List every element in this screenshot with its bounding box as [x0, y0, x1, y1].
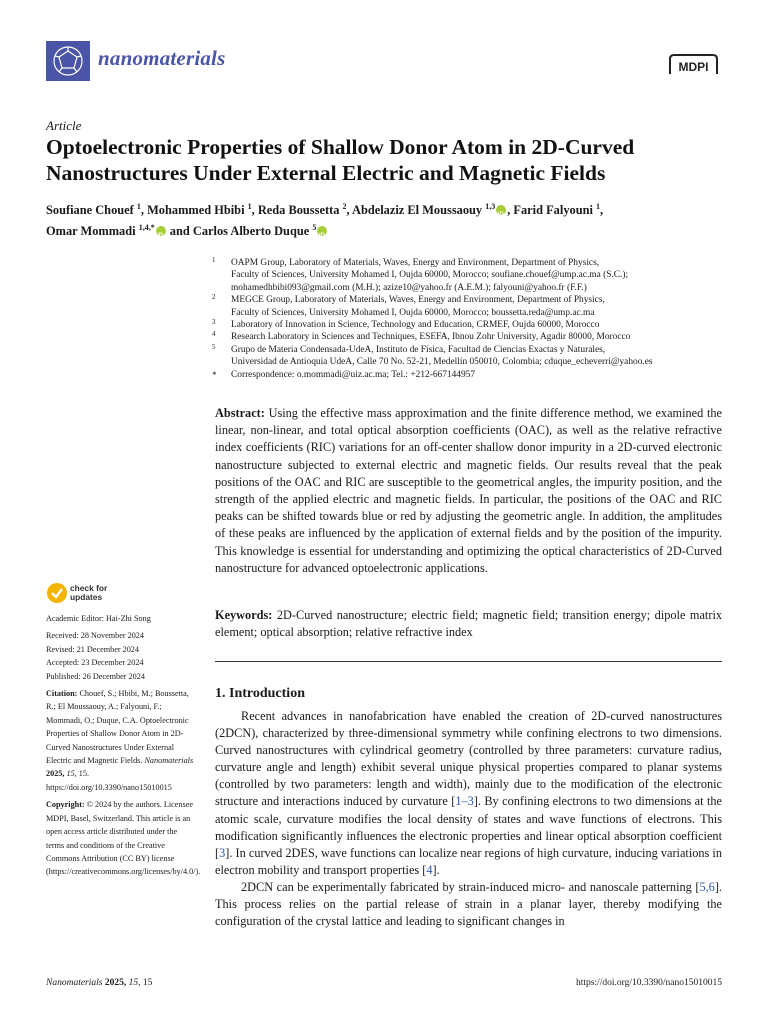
- received-date: Received: 28 November 2024: [46, 631, 144, 641]
- article-type: Article: [46, 118, 82, 133]
- check-for-updates-button[interactable]: [46, 582, 126, 604]
- affiliation-item: 1 OAPM Group, Laboratory of Materials, Waves, Energy and Environment, Department of Physics, Faculty of Sciences, University Mohamed I, Oujda 60000, Morocco; soufiane.chouef@ump.ac.ma (S.C.); mohamedhbibi093@gmail.com (M.H.); azize10@yahoo.fr (A.E.M.); falyouni@yahoo.fr (F.F.): [212, 256, 629, 293]
- author-list: Soufiane Chouef $^1$, Mohammed Hbibi $^1$, Reda Boussetta $^2$, Abdelaziz El Moussaouy $^{1,3}$iD , Farid Falyouni $^1$, Omar Mommadi $^{1,4,*}$iD and Carlos Alberto Duque $^5$iD: [46, 198, 736, 240]
- author-name[interactable]: Abdelaziz El Moussaouy $^{1,3}$iD: [352, 203, 507, 217]
- journal-logo-icon: [46, 41, 90, 81]
- intro-paragraph: Recent advances in nanofabrication have enabled the creation of 2D-curved nanostructures (2DCN), characterized by three-dimensional symmetry while confining electrons to two dimensions. Curved nanostructures with cylindrical geometry (controlled by three parameters: curvature radius, curvature angle and length) exhibit several unique physical properties compared to planar systems (controlled by two parameters: length and width), mainly due to the modification of the electronic structure and interactions induced by curvature [1–3]. By confining electrons to two dimensions at the atomic scale, curvature modifies the local density of states and wave functions of electrons. This modification significantly influences the electronic properties and linear optical absorption coefficient [3]. In curved 2DES, wave functions can localize near regions of high curvature, inducing variations in electron mobility and transport properties [4].: [215, 709, 722, 877]
- copyright: Copyright: © 2024 by the authors. Licensee MDPI, Basel, Switzerland. This article is an open access article distributed under the terms and conditions of the Creative Commons Attribution (CC BY) license (https://creativecommons.org/licenses/by/4.0/).: [46, 800, 201, 877]
- reference-link[interactable]: 5,6: [699, 879, 715, 894]
- author-name[interactable]: Farid Falyouni $^1$: [513, 202, 601, 218]
- intro-paragraph: 2DCN can be experimentally fabricated by strain-induced micro- and nanoscale patterning [5,6]. This process relies on the partial release of strain in a planar layer, thereby modifying the configuration of the crystal lattice and leading to significant changes in: [215, 879, 722, 929]
- section-heading-introduction: 1. Introduction: [215, 686, 305, 701]
- author-name[interactable]: Mohammed Hbibi $^1$: [147, 202, 252, 218]
- abstract-label: Abstract:: [215, 406, 265, 420]
- affiliation-item: 2 MEGCE Group, Laboratory of Materials, Waves, Energy and Environment, Department of Physics, Faculty of Sciences, University Mohamed I, Oujda 60000, Morocco; boussetta.reda@ump.ac.ma: [212, 293, 605, 318]
- published-date: Published: 26 December 2024: [46, 671, 145, 681]
- abstract: [215, 405, 722, 577]
- affiliation-item: 5 Grupo de Materia Condensada-UdeA, Instituto de Física, Facultad de Ciencias Exactas y Naturales, Universidad de Antioquia UdeA, Calle 70 No. 52-21, Medellín 050010, Colombia; cduque_echeverri@yahoo.es: [212, 342, 653, 368]
- author-name[interactable]: Carlos Alberto Duque $^5$iD: [193, 224, 328, 238]
- affiliation-item: 3 Laboratory of Innovation in Science, Technology and Education, CRMEF, Oujda 60000, Morocco: [212, 318, 600, 331]
- affiliation-item: * Correspondence: o.mommadi@uiz.ac.ma; Tel.: +212-667144957: [212, 369, 476, 380]
- abstract-text: Using the effective mass approximation and the finite difference method, we examined the linear, non-linear, and total optical absorption coefficients (OAC), as well as the relative refractive index coefficients (RIC) variations for an off-center shallow donor impurity in a 2D-curved electronic nanostructure subjected to external electric and magnetic fields. Our results reveal that the peak positions of the OAC and RIC are susceptible to the geometrical angles, the impurity position, and the strength of the applied electric and magnetic fields. In particular, the positions of the OAC and RIC peaks can be shifted towards blue or red by adjusting the geometric angle. In addition, the amplitudes of these peaks are influenced by the application of external fields and by the position of the impurity. This knowledge is essential for understanding and optimizing the optical characteristics of 2D-Curved nanostructure for advanced optoelectronic applications.: [215, 406, 723, 575]
- affiliations: [212, 257, 736, 381]
- citation: Citation: Chouef, S.; Hbibi, M.; Boussetta, R.; El Moussaouy, A.; Falyouni, F.; Mommadi, O.; Duque, C.A. Optoelectronic Properties of Shallow Donor Atom in 2D-Curved Nanostructures Under External Electric and Magnetic Fields. Nanomaterials 2025, 15, 15. https://doi.org/10.3390/nano15010015: [46, 689, 194, 792]
- reference-link[interactable]: 3: [219, 845, 226, 860]
- check-updates-icon: [46, 582, 68, 604]
- footer-citation: Nanomaterials 2025, 15, 15: [46, 978, 153, 988]
- paper-title: Optoelectronic Properties of Shallow Donor Atom in 2D-Curved Nanostructures Under External Electric and Magnetic Fields: [46, 135, 635, 185]
- journal-name: nanomaterials: [98, 46, 226, 70]
- reference-link[interactable]: 4: [426, 862, 433, 877]
- footer-doi-link[interactable]: https://doi.org/10.3390/nano15010015: [575, 978, 722, 988]
- revised-date: Revised: 21 December 2024: [46, 644, 139, 654]
- orcid-icon[interactable]: [156, 226, 166, 236]
- keywords: [215, 607, 722, 641]
- introduction-body: [215, 708, 722, 930]
- accepted-date: Accepted: 23 December 2024: [46, 658, 144, 668]
- check-updates-label: check for updates: [70, 583, 108, 602]
- academic-editor: Academic Editor: Hai-Zhi Song: [46, 614, 151, 623]
- section-divider: [215, 661, 722, 662]
- reference-link[interactable]: 1–3: [455, 794, 474, 809]
- keywords-text: 2D-Curved nanostructure; electric field; magnetic field; transition energy; dipole matrix element; optical absorption; relative refractive index: [215, 608, 723, 640]
- orcid-icon[interactable]: [317, 226, 327, 236]
- orcid-icon[interactable]: [496, 205, 506, 215]
- affiliation-item: 4 Research Laboratory in Sciences and Techniques, ESEFA, Ibnou Zohr University, Agadir 80000, Morocco: [212, 330, 631, 343]
- keywords-label: Keywords:: [215, 608, 273, 622]
- author-name[interactable]: Soufiane Chouef $^1$: [46, 202, 141, 218]
- author-name[interactable]: Omar Mommadi $^{1,4,*}$iD: [46, 224, 167, 238]
- citation-doi-link[interactable]: 15. https://doi.org/10.3390/nano15010015: [46, 769, 172, 792]
- mdpi-logo-icon: [666, 52, 721, 77]
- mdpi-logo-text: MDPI: [678, 60, 709, 74]
- article-info-sidebar: [46, 612, 201, 879]
- author-name[interactable]: Reda Boussetta $^2$: [257, 202, 347, 218]
